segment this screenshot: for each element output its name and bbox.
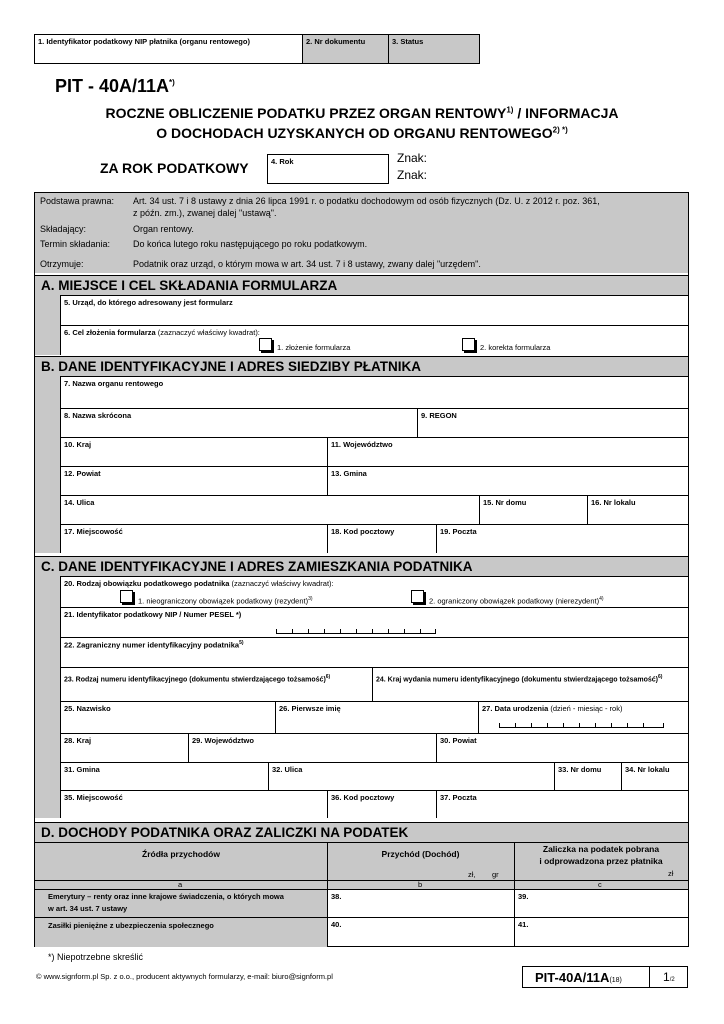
field-12-district[interactable]: 12. Powiat — [60, 466, 327, 495]
section-c-indent — [35, 576, 60, 818]
section-c-header: C. DANE IDENTYFIKACYJNE I ADRES ZAMIESZKANIA PODATNIKA — [35, 556, 688, 576]
field-40-benefits-revenue[interactable]: 40. — [331, 920, 342, 929]
option-resident-label: 1. nieograniczony obowiązek podatkowy (rezydent)$^{3)}$ — [138, 596, 313, 606]
tax-year-label: ZA ROK PODATKOWY — [100, 160, 249, 176]
checkbox-submission[interactable] — [259, 338, 272, 351]
field-1-nip-payer[interactable]: 1. Identyfikator podatkowy NIP płatnika (organu rentowego) — [35, 35, 303, 63]
column-advance-line2: i odprowadzona przez płatnika — [539, 856, 663, 866]
section-b-indent — [35, 376, 60, 553]
field-16-apartment-number[interactable]: 16. Nr lokalu — [587, 495, 688, 524]
field-15-house-number[interactable]: 15. Nr domu — [479, 495, 587, 524]
option-submission-label: 1. złożenie formularza — [277, 343, 351, 352]
column-income-sources: Źródła przychodów — [142, 849, 220, 859]
field-10-country[interactable]: 10. Kraj — [60, 437, 327, 466]
footnote-strike-out: *) Niepotrzebne skreślić — [48, 952, 144, 962]
field-14-street[interactable]: 14. Ulica — [60, 495, 479, 524]
field-4-year[interactable]: 4. Rok — [267, 154, 389, 184]
field-23-id-type[interactable]: 23. Rodzaj numeru identyfikacyjnego (dokumentu stwierdzającego tożsamość)$^{6)}$ — [60, 667, 372, 701]
option-nonresident-label: 2. ograniczony obowiązek podatkowy (nierezydent)$^{4)}$ — [429, 596, 604, 606]
field-32-street[interactable]: 32. Ulica — [268, 762, 554, 790]
field-17-city[interactable]: 17. Miejscowość — [60, 524, 327, 553]
checkbox-correction[interactable] — [462, 338, 475, 351]
form-code-box — [522, 966, 688, 988]
form-title-line2: O DOCHODACH UZYSKANYCH OD ORGANU $RENTOWEGO^{2) *)}$ — [156, 125, 568, 141]
field-11-voivodeship[interactable]: 11. Województwo — [327, 437, 688, 466]
option-correction-label: 2. korekta formularza — [480, 343, 551, 352]
field-35-city[interactable]: 35. Miejscowość — [60, 790, 327, 818]
form-code: PIT - 40A/11A*) — [55, 76, 175, 96]
column-letter-a: a — [178, 880, 183, 889]
field-28-country[interactable]: 28. Kraj — [60, 733, 188, 762]
field-33-house-number[interactable]: 33. Nr domu — [554, 762, 621, 790]
field-8-short-name[interactable]: 8. Nazwa skrócona — [60, 408, 417, 437]
field-21-nip-pesel[interactable]: 21. Identyfikator podatkowy NIP / Numer PESEL *) — [60, 607, 688, 637]
field-31-commune[interactable]: 31. Gmina — [60, 762, 268, 790]
column-advance-line1: Zaliczka na podatek pobrana — [542, 844, 660, 854]
section-a-indent — [35, 295, 60, 355]
page-number: 1/2 — [663, 970, 675, 984]
field-2-document-number: 2. Nr dokumentu — [303, 35, 389, 63]
section-d-header: D. DOCHODY PODATNIKA ORAZ ZALICZKI NA PODATEK — [35, 822, 688, 842]
field-9-regon[interactable]: 9. REGON — [417, 408, 688, 437]
field-39-pensions-advance[interactable]: 39. — [518, 892, 529, 901]
copyright-notice: © www.signform.pl Sp. z o.o., producent aktywnych formularzy, e-mail: biuro@signform.pl — [36, 972, 333, 981]
unit-zl-advance: zł — [668, 869, 674, 878]
field-41-benefits-advance[interactable]: 41. — [518, 920, 529, 929]
field-37-post-office[interactable]: 37. Poczta — [436, 790, 688, 818]
column-letter-b: b — [418, 880, 423, 889]
nip-digit-cells — [276, 629, 436, 634]
form-title-line1: ROCZNE OBLICZENIE PODATKU PRZEZ ORGAN RENTOWY$^{1)}$ / INFORMACJA — [105, 105, 619, 121]
identifier-strip — [34, 34, 480, 64]
column-letter-c: c — [598, 880, 602, 889]
section-b-header: B. DANE IDENTYFIKACYJNE I ADRES SIEDZIBY PŁATNIKA — [35, 356, 688, 376]
sign-label-2: Znak: — [397, 168, 428, 182]
field-18-postal-code[interactable]: 18. Kod pocztowy — [327, 524, 436, 553]
field-26-first-name[interactable]: 26. Pierwsze imię — [275, 701, 478, 733]
row-pensions-label-2: w art. 34 ust. 7 ustawy — [48, 904, 128, 913]
unit-gr: gr — [492, 870, 499, 879]
field-24-id-country[interactable]: 24. Kraj wydania numeru identyfikacyjnego (dokumentu stwierdzającego tożsamość)$^{6)}$ — [372, 667, 688, 701]
sign-label-1: Znak: — [397, 151, 428, 165]
row-benefits-label: Zasiłki pieniężne z ubezpieczenia społecznego — [48, 921, 214, 930]
field-7-authority-name[interactable]: 7. Nazwa organu rentowego — [60, 376, 688, 408]
field-13-commune[interactable]: 13. Gmina — [327, 466, 688, 495]
field-36-postal-code[interactable]: 36. Kod pocztowy — [327, 790, 436, 818]
column-revenue: Przychód (Dochód) — [381, 849, 460, 859]
section-a-header: A. MIEJSCE I CEL SKŁADANIA FORMULARZA — [35, 275, 688, 295]
unit-zl: zł, — [468, 870, 476, 879]
field-34-apartment-number[interactable]: 34. Nr lokalu — [621, 762, 688, 790]
field-5-tax-office[interactable]: 5. Urząd, do którego adresowany jest formularz — [60, 295, 688, 325]
checkbox-nonresident[interactable] — [411, 590, 424, 603]
field-6-purpose: 6. Cel złożenia formularza (zaznaczyć właściwy kwadrat): — [60, 325, 688, 355]
field-3-status: 3. Status — [389, 35, 479, 63]
field-27-birth-date[interactable]: 27. Data urodzenia (dzień - miesiąc - rok) — [478, 701, 688, 733]
field-29-voivodeship[interactable]: 29. Województwo — [188, 733, 436, 762]
row-pensions-label-1: Emerytury – renty oraz inne krajowe świadczenia, o których mowa — [48, 892, 284, 901]
checkbox-resident[interactable] — [120, 590, 133, 603]
form-code-footer: PIT-40A/11A(18) — [535, 970, 622, 985]
field-19-post-office[interactable]: 19. Poczta — [436, 524, 688, 553]
field-20-tax-obligation: 20. Rodzaj obowiązku podatkowego podatnika (zaznaczyć właściwy kwadrat): — [60, 576, 688, 607]
field-38-pensions-revenue[interactable]: 38. — [331, 892, 342, 901]
field-22-foreign-id[interactable]: 22. Zagraniczny numer identyfikacyjny podatnika$^{5)}$ — [60, 637, 688, 667]
legal-info-block: Podstawa prawna: Art. 34 ust. 7 i 8 ustawy z dnia 26 lipca 1991 r. o podatku dochodowym od osób fizycznych (Dz. U. z 2012 r. poz. 361, z późn. zm.), zwanej dalej "ustawą". Składający: Organ rentowy. Termin składania: Do końca lutego roku następującego po roku podatkowym. Otrzymuje: Podatnik oraz urząd, o którym mowa w art. 34 ust. 7 i 8 ustawy, zwany dalej "urzędem". — [35, 193, 688, 273]
field-30-district[interactable]: 30. Powiat — [436, 733, 688, 762]
field-25-surname[interactable]: 25. Nazwisko — [60, 701, 275, 733]
birth-date-cells — [499, 723, 664, 728]
